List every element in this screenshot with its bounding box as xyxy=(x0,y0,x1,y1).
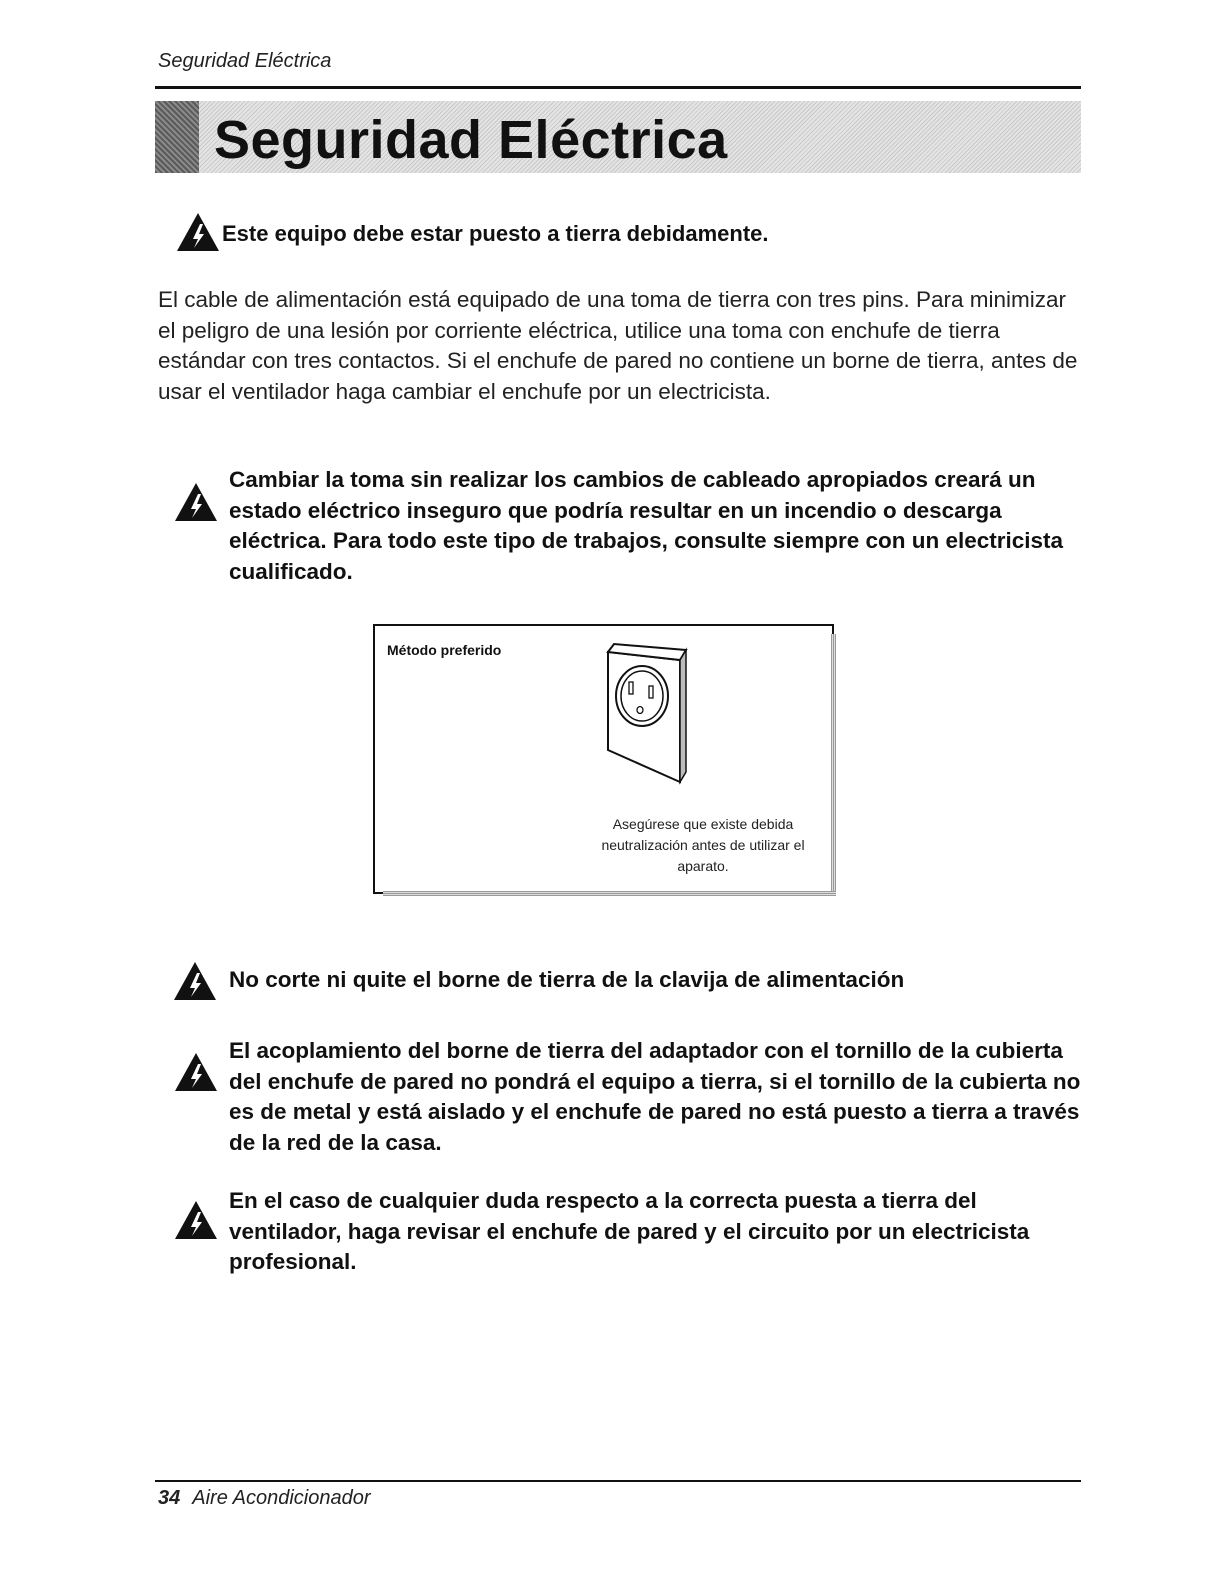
warning-triangle-icon xyxy=(174,1200,218,1240)
page-number: 34 xyxy=(158,1487,181,1509)
footer-rule xyxy=(155,1480,1081,1482)
warning-triangle-icon xyxy=(174,482,218,522)
warning-triangle-icon xyxy=(176,212,220,252)
warning-triangle-icon xyxy=(174,1052,218,1092)
warning-grounding xyxy=(176,212,220,252)
rewiring-warning-text: Cambiar la toma sin realizar los cambios de cableado apropiados creará un estado eléctrico inseguro que podría resultar en un incendio o descarga eléctrica. Para todo este tipo de trabajos, consulte siempre con un electricista cualificado. xyxy=(229,467,1064,584)
body-paragraph: El cable de alimentación está equipado de una toma de tierra con tres pins. Para minimizar el peligro de una lesión por corriente eléctrica, utilice una toma con enchufe de tierra estándar con tres contactos. Si el enchufe de pared no contiene un borne de tierra, antes de usar el ventilador haga cambiar el enchufe por un electricista. xyxy=(158,287,1078,404)
ground-pin-warning-text: No corte ni quite el borne de tierra de la clavija de alimentación xyxy=(229,967,905,992)
warning-triangle-icon xyxy=(173,961,217,1001)
header-rule xyxy=(155,86,1081,89)
adapter-warning-text: El acoplamiento del borne de tierra del adaptador con el tornillo de la cubierta del enchufe de pared no pondrá el equipo a tierra, si el tornillo de la cubierta no es de metal y está aislado y el enchufe de pared no está puesto a tierra a través de la red de la casa. xyxy=(229,1038,1081,1155)
wall-outlet-icon xyxy=(600,638,690,786)
figure-label: Método preferido xyxy=(387,642,502,658)
figure-shadow-bottom xyxy=(383,891,836,896)
page-footer xyxy=(158,1487,371,1510)
footer-product: Aire Acondicionador xyxy=(192,1487,371,1509)
figure-shadow-right xyxy=(831,634,836,896)
outlet-figure xyxy=(373,624,834,894)
title-accent-block xyxy=(155,101,199,173)
figure-caption: Asegúrese que existe debida neutralización antes de utilizar el aparato. xyxy=(601,816,805,874)
grounding-warning-text: Este equipo debe estar puesto a tierra debidamente. xyxy=(222,221,769,246)
doubt-warning-text: En el caso de cualquier duda respecto a la correcta puesta a tierra del ventilador, haga revisar el enchufe de pared y el circuito por un electricista profesional. xyxy=(229,1188,1030,1274)
running-header: Seguridad Eléctrica xyxy=(158,50,332,72)
section-title: Seguridad Eléctrica xyxy=(214,110,728,170)
